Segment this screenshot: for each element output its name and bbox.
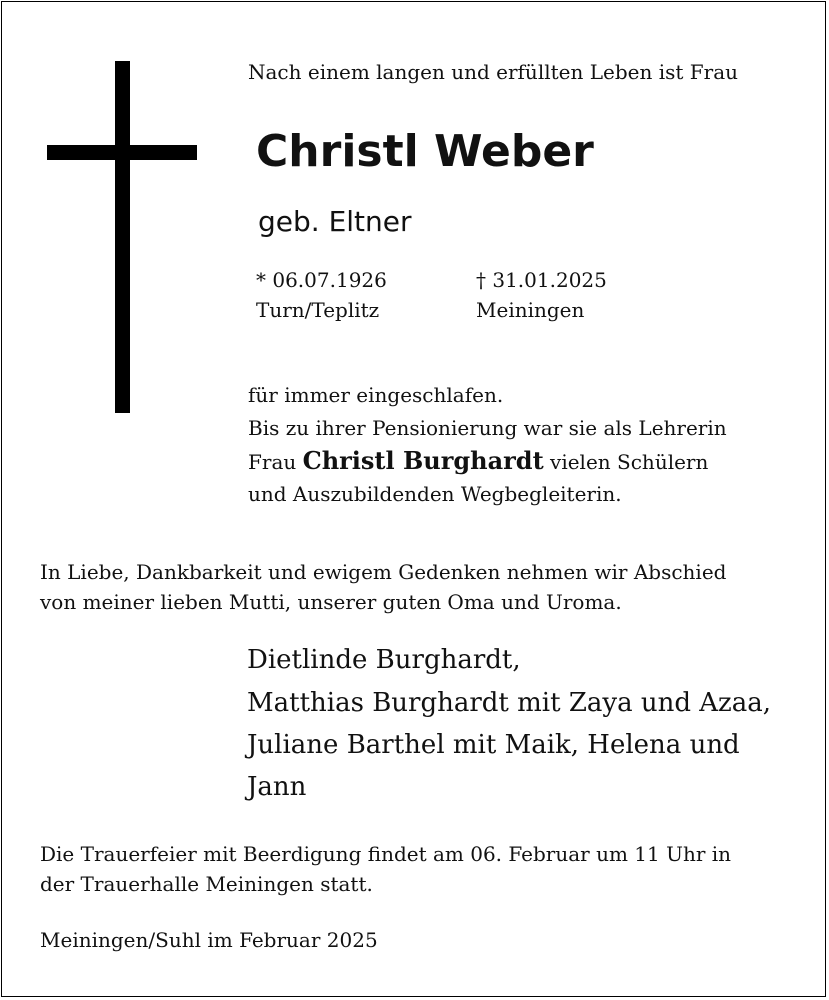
- paragraph1-line3: [248, 446, 708, 475]
- family-member: Matthias Burghardt mit Zaya und Azaa,: [247, 688, 771, 718]
- death-place: Meiningen: [476, 298, 585, 322]
- paragraph1-line3-suffix: vielen Schülern: [543, 450, 709, 474]
- paragraph2-line1: In Liebe, Dankbarkeit und ewigem Gedenken nehmen wir Abschied: [40, 560, 727, 584]
- funeral-info-line2: der Trauerhalle Meiningen statt.: [40, 872, 373, 896]
- birth-date: * 06.07.1926: [256, 268, 387, 292]
- funeral-info-line1: Die Trauerfeier mit Beerdigung findet am 06. Februar um 11 Uhr in: [40, 842, 732, 866]
- family-member: Dietlinde Burghardt,: [247, 645, 521, 675]
- family-member: Juliane Barthel mit Maik, Helena und: [247, 730, 740, 760]
- paragraph1-line2: Bis zu ihrer Pensionierung war sie als Lehrerin: [248, 416, 727, 440]
- paragraph1-line1: für immer eingeschlafen.: [248, 383, 504, 407]
- paragraph1-line3-prefix: Frau: [248, 450, 303, 474]
- family-member: Jann: [247, 772, 307, 802]
- birth-name: geb. Eltner: [258, 205, 412, 238]
- cross-vertical-bar: [115, 61, 130, 413]
- paragraph1-line4: und Auszubildenden Wegbegleiterin.: [248, 482, 622, 506]
- place-and-date: Meiningen/Suhl im Februar 2025: [40, 928, 378, 952]
- death-date: † 31.01.2025: [476, 268, 607, 292]
- intro-text: Nach einem langen und erfüllten Leben ist Frau: [248, 60, 739, 84]
- deceased-name: Christl Weber: [256, 126, 594, 177]
- birth-place: Turn/Teplitz: [256, 298, 380, 322]
- maiden-teaching-name: Christl Burghardt: [302, 446, 544, 475]
- cross-horizontal-bar: [47, 145, 197, 160]
- paragraph2-line2: von meiner lieben Mutti, unserer guten Oma und Uroma.: [40, 590, 622, 614]
